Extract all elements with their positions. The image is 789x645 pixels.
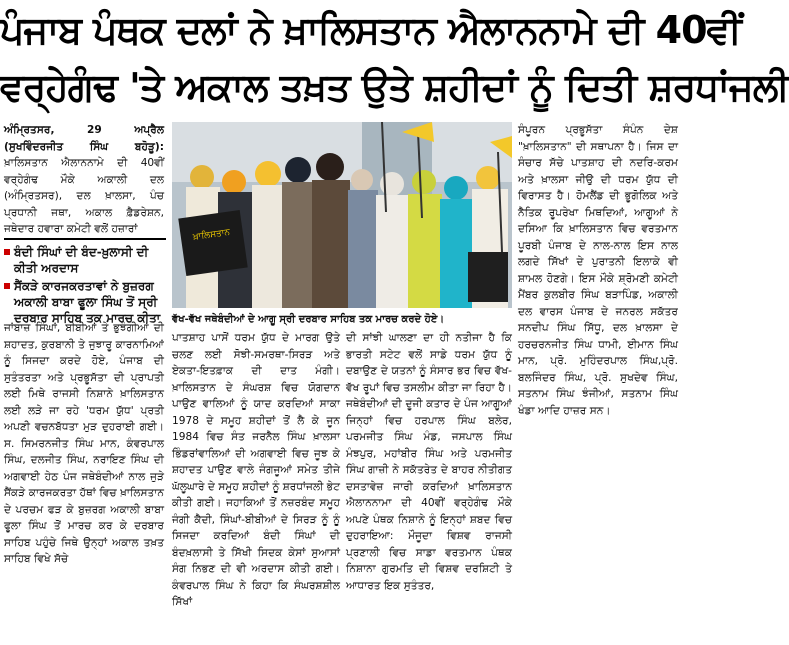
dateline: ਅੰਮ੍ਰਿਤਸਰ, 29 ਅਪ੍ਰੈਲ (ਸੁਖਵਿੰਦਰਜੀਤ ਸਿੰਘ ਬਹੋੜੂ): (4, 124, 164, 153)
highlight-bullets (4, 244, 166, 325)
article-column-2: ਪਾਤਸ਼ਾਹ ਪਾਸੋਂ ਧਰਮ ਯੁੱਧ ਦੇ ਮਾਰਗ ਉਤੇ ਚਲਣ ਲਈ ਸੋਝੀ-ਸਮਰਥਾ-ਸਿਰੜ ਅਤੇ ਏਕਤਾ-ਇਤਫ਼ਾਕ ਦੀ ਦਾਤ ਮੰਗੀ। ਖ਼ਾਲਿਸਤਾਨ ਦੇ ਸੰਘਰਸ਼ ਵਿਚ ਯੋਗਦਾਨ ਪਾਉਣ ਵਾਲਿਆਂ ਨੂੰ ਯਾਦ ਕਰਦਿਆਂ ਸਾਕਾ 1978 ਦੇ ਸਮੂਹ ਸ਼ਹੀਦਾਂ ਤੋਂ ਲੈ ਕੇ ਜੂਨ 1984 ਵਿਚ ਸੰਤ ਜਰਨੈਲ ਸਿੰਘ ਖ਼ਾਲਸਾ ਭਿੰਡਰਾਂਵਾਲਿਆਂ ਦੀ ਅਗਵਾਈ ਵਿਚ ਜੂਝ ਕੇ ਸ਼ਹਾਦਤ ਪਾਉਣ ਵਾਲੇ ਜੰਗਜੂਆਂ ਸਮੇਤ ਤੀਜੇ ਘੱਲੂਘਾਰੇ ਦੇ ਸਮੂਹ ਸ਼ਹੀਦਾਂ ਨੂੰ ਸ਼ਰਧਾਂਜਲੀ ਭੇਟ ਕੀਤੀ ਗਈ। ਜਹਾਕਿਆਂ ਤੋਂ ਨਜ਼ਰਬੰਦ ਸਮੂਹ ਜੰਗੀ ਕੈਦੀ, ਸਿੰਘਾਂ-ਬੀਬੀਆਂ ਦੇ ਸਿਰੜ ਨੂੰ ਨੂੰ ਸਿਜਦਾ ਕਰਦਿਆਂ ਬੰਦੀ ਸਿੰਘਾਂ ਦੀ ਬੰਦਖ਼ਲਾਸੀ ਤੇ ਸਿੱਖੀ ਸਿਦਕ ਕੇਸਾਂ ਸੁਆਸਾਂ ਸੰਗ ਨਿਭਣ ਦੀ ਵੀ ਅਰਦਾਸ ਕੀਤੀ ਗਈ। ਕੰਵਰਪਾਲ ਸਿੰਘ ਨੇ ਕਿਹਾ ਕਿ ਸੰਘਰਸ਼ਸ਼ੀਲ ਸਿੱਖਾਂ (172, 332, 340, 608)
article-column-4: ਸੰਪੂਰਨ ਪ੍ਰਭੂਸੱਤਾ ਸੰਪੰਨ ਦੇਸ਼ "ਖ਼ਾਲਿਸਤਾਨ" ਦੀ ਸਥਾਪਨਾ ਹੈ। ਜਿਸ ਦਾ ਸੰਚਾਰ ਸੱਚੇ ਪਾਤਸ਼ਾਹ ਦੀ ਨਦਰਿ-ਕਰਮ ਅਤੇ ਖ਼ਾਲਸਾ ਜੀਉ ਦੀ ਧਰਮ ਯੁੱਧ ਦੀ ਵਿਰਾਸਤ ਹੈ। ਹੋਮਲੈਂਡ ਦੀ ਭੂਗੋਲਿਕ ਅਤੇ ਨੈਤਿਕ ਰੂਪਰੇਖਾ ਮਿਥਦਿਆਂ, ਆਗੂਆਂ ਨੇ ਦਸਿਆ ਕਿ ਖ਼ਾਲਿਸਤਾਨ ਵਿਚ ਵਰਤਮਾਨ ਪੂਰਬੀ ਪੰਜਾਬ ਦੇ ਨਾਲ-ਨਾਲ ਇਸ ਨਾਲ ਲਗਦੇ ਸਿੱਖਾਂ ਦੇ ਪੁਰਾਤਨੀ ਇਲਾਕੇ ਵੀ ਸ਼ਾਮਲ ਹੋਣਗੇ। ਇਸ ਮੌਕੇ ਸ਼੍ਰੋਮਣੀ ਕਮੇਟੀ ਮੈਂਬਰ ਕੁਲਬੀਰ ਸਿੰਘ ਬੜਾਪਿੰਡ, ਅਕਾਲੀ ਦਲ ਵਾਰਸ ਪੰਜਾਬ ਦੇ ਜਨਰਲ ਸਕੱਤਰ ਸਨਦੀਪ ਸਿੰਘ ਸਿੱਧੂ, ਦਲ ਖ਼ਾਲਸਾ ਦੇ ਹਰਚਰਨਜੀਤ ਸਿੰਘ ਧਾਮੀ, ਈਮਾਨ ਸਿੰਘ ਮਾਨ, ਪ੍ਰੋ. ਮੁਹਿੰਦਰਪਾਲ ਸਿੰਘ,ਪ੍ਰੋ. ਬਲਜਿੰਦਰ ਸਿੰਘ, ਪ੍ਰੋ. ਸੁਖਦੇਵ ਸਿੰਘ, ਸਤਨਾਮ ਸਿੰਘ ਝੰਜੀਆਂ, ਸਤਨਾਮ ਸਿੰਘ ਖੰਡਾ ਆਦਿ ਹਾਜ਼ਰ ਸਨ। (518, 124, 678, 417)
article-column-3: ਦੀ ਸਾਂਝੀ ਘਾਲਣਾ ਦਾ ਹੀ ਨਤੀਜਾ ਹੈ ਕਿ ਭਾਰਤੀ ਸਟੇਟ ਵਲੋਂ ਸਾਡੇ ਧਰਮ ਯੁੱਧ ਨੂੰ ਦਬਾਉਣ ਦੇ ਯਤਨਾਂ ਨੂੰ ਸੰਸਾਰ ਭਰ ਵਿਚ ਵੱਖ-ਵੱਖ ਰੂਪਾਂ ਵਿਚ ਤਸਲੀਮ ਕੀਤਾ ਜਾ ਰਿਹਾ ਹੈ। ਜਥੇਬੰਦੀਆਂ ਦੀ ਦੂਜੀ ਕਤਾਰ ਦੇ ਪੰਜ ਆਗੂਆਂ ਜਿਨ੍ਹਾਂ ਵਿਚ ਹਰਪਾਲ ਸਿੰਘ ਬਲੇਰ, ਪਰਮਜੀਤ ਸਿੰਘ ਮੰਡ, ਜਸਪਾਲ ਸਿੰਘ ਮੰਝਪੁਰ, ਮਹਾਂਬੀਰ ਸਿੰਘ ਅਤੇ ਪਰਮਜੀਤ ਸਿੰਘ ਗਾਜ਼ੀ ਨੇ ਸਕੱਤਰੇਤ ਦੇ ਬਾਹਰ ਨੀਤੀਗਤ ਦਸਤਾਵੇਜ਼ ਜਾਰੀ ਕਰਦਿਆਂ ਖ਼ਾਲਿਸਤਾਨ ਐਲਾਨਨਾਮਾ ਦੀ 40ਵੀਂ ਵਰ੍ਹੇਗੰਢ ਮੌਕੇ ਅਪਣੇ ਪੰਥਕ ਨਿਸ਼ਾਨੇ ਨੂੰ ਇਨ੍ਹਾਂ ਸ਼ਬਦ ਵਿਚ ਦੁਹਰਾਇਆ: ਮੌਜੂਦਾ ਵਿਸ਼ਵ ਰਾਜਸੀ ਪ੍ਰਣਾਲੀ ਵਿਚ ਸਾਡਾ ਵਰਤਮਾਨ ਪੰਥਕ ਨਿਸ਼ਾਨਾ ਗੁਰਮਤਿ ਦੀ ਵਿਸ਼ਵ ਦਰਸ਼ਿਟੀ ਤੇ ਆਧਾਰਤ ਇਕ ਸੁਤੰਤਰ, (346, 332, 512, 592)
bullet-text: ਸੈਂਕੜੇ ਕਾਰਜਕਰਤਾਵਾਂ ਨੇ ਬੁਜ਼ਰਗ ਅਕਾਲੀ ਬਾਬਾ ਫੂਲਾ ਸਿੰਘ ਤੋਂ ਸ੍ਰੀ ਦਰਬਾਰ ਸਾਹਿਬ ਤਕ ਮਾਰਚ ਕੀਤਾ (14, 279, 161, 325)
bullet-square-icon (4, 283, 10, 289)
poster-text: ਖ਼ਾਲਿਸਤਾਨ (192, 227, 231, 243)
photo-caption: ਵੱਖ-ਵੱਖ ਜਥੇਬੰਦੀਆਂ ਦੇ ਆਗੂ ਸ੍ਰੀ ਦਰਬਾਰ ਸਾਹਿਬ ਤਕ ਮਾਰਚ ਕਰਦੇ ਹੋਏ। (172, 314, 445, 325)
bullet-square-icon (4, 249, 10, 255)
headline-line-2: ਵਰ੍ਹੇਗੰਢ 'ਤੇ ਅਕਾਲ ਤਖ਼ਤ ਉਤੇ ਸ਼ਹੀਦਾਂ ਨੂੰ ਦਿਤੀ ਸ਼ਰਧਾਂਜਲੀ (0, 65, 789, 109)
article-column-1-body: ਜਾਂਬਾਜ਼ ਸਿੰਘਾਂ, ਬੀਬੀਆਂ ਤੇ ਭੁਝੰਗੀਆਂ ਦੀ ਸ਼ਹਾਦਤ, ਕੁਰਬਾਨੀ ਤੇ ਜੁਝਾਰੂ ਕਾਰਨਾਮਿਆਂ ਨੂੰ ਸਿਜਦਾ ਕਰਦੇ ਹੋਏ, ਪੰਜਾਬ ਦੀ ਸੁਤੰਤਰਤਾ ਅਤੇ ਪ੍ਰਭੂਸੱਤਾ ਦੀ ਪ੍ਰਾਪਤੀ ਲਈ ਮਿਥੇ ਰਾਜਸੀ ਨਿਸ਼ਾਨੇ ਖ਼ਾਲਿਸਤਾਨ ਲਈ ਲੜੇ ਜਾ ਰਹੇ 'ਧਰਮ ਯੁੱਧ' ਪ੍ਰਤੀ ਅਪਣੀ ਵਚਨਬੱਧਤਾ ਮੁੜ ਦੁਹਰਾਈ ਗਈ। ਸ. ਸਿਮਰਨਜੀਤ ਸਿੰਘ ਮਾਨ, ਕੰਵਰਪਾਲ ਸਿੰਘ, ਦਲਜੀਤ ਸਿੰਘ, ਨਰਾਇਣ ਸਿੰਘ ਦੀ ਅਗਵਾਈ ਹੇਠ ਪੰਜ ਜਥੇਬੰਦੀਆਂ ਨਾਲ ਜੁੜੇ ਸੈਂਕੜੇ ਕਾਰਜਕਰਤਾ ਹੱਥਾਂ ਵਿਚ ਖ਼ਾਲਿਸਤਾਨ ਦੇ ਪਰਚਮ ਫੜ ਕੇ ਬੁਜ਼ਰਗ ਅਕਾਲੀ ਬਾਬਾ ਫੂਲਾ ਸਿੰਘ ਤੋਂ ਮਾਰਚ ਕਰ ਕੇ ਦਰਬਾਰ ਸਾਹਿਬ ਪਹੁੰਚੇ ਜਿਥੇ ਉਨ੍ਹਾਂ ਅਕਾਲ ਤਖ਼ਤ ਸਾਹਿਬ ਵਿਖੇ ਸੱਚੇ (4, 322, 164, 565)
bullet-text: ਬੰਦੀ ਸਿੰਘਾਂ ਦੀ ਬੰਦ-ਖ਼ੁਲਾਸੀ ਦੀ ਕੀਤੀ ਅਰਦਾਸ (14, 245, 149, 275)
headline-line-1: ਪੰਜਾਬ ਪੰਥਕ ਦਲਾਂ ਨੇ ਖ਼ਾਲਿਸਤਾਨ ਐਲਾਨਨਾਮੇ ਦੀ 40ਵੀਂ (0, 8, 741, 52)
divider (4, 238, 166, 240)
bullet-item (4, 244, 166, 276)
intro-text: ਖ਼ਾਲਿਸਤਾਨ ਐਲਾਨਨਾਮੇ ਦੀ 40ਵੀਂ ਵਰ੍ਹੇਗੰਢ ਮੌਕੇ ਅਕਾਲੀ ਦਲ (ਅੰਮ੍ਰਿਤਸਰ), ਦਲ ਖ਼ਾਲਸਾ, ਪੰਚ ਪ੍ਰਧਾਨੀ ਜਥਾ, ਅਕਾਲ ਫ਼ੈਡਰੇਸ਼ਨ, ਜਥੇਦਾਰ ਹਵਾਰਾ ਕਮੇਟੀ ਵਲੋਂ ਹਜ਼ਾਰਾਂ (4, 157, 164, 235)
march-photo (172, 122, 512, 308)
article-column-1-intro (4, 122, 164, 234)
bullet-item (4, 278, 166, 326)
photo-illustration (172, 122, 512, 308)
